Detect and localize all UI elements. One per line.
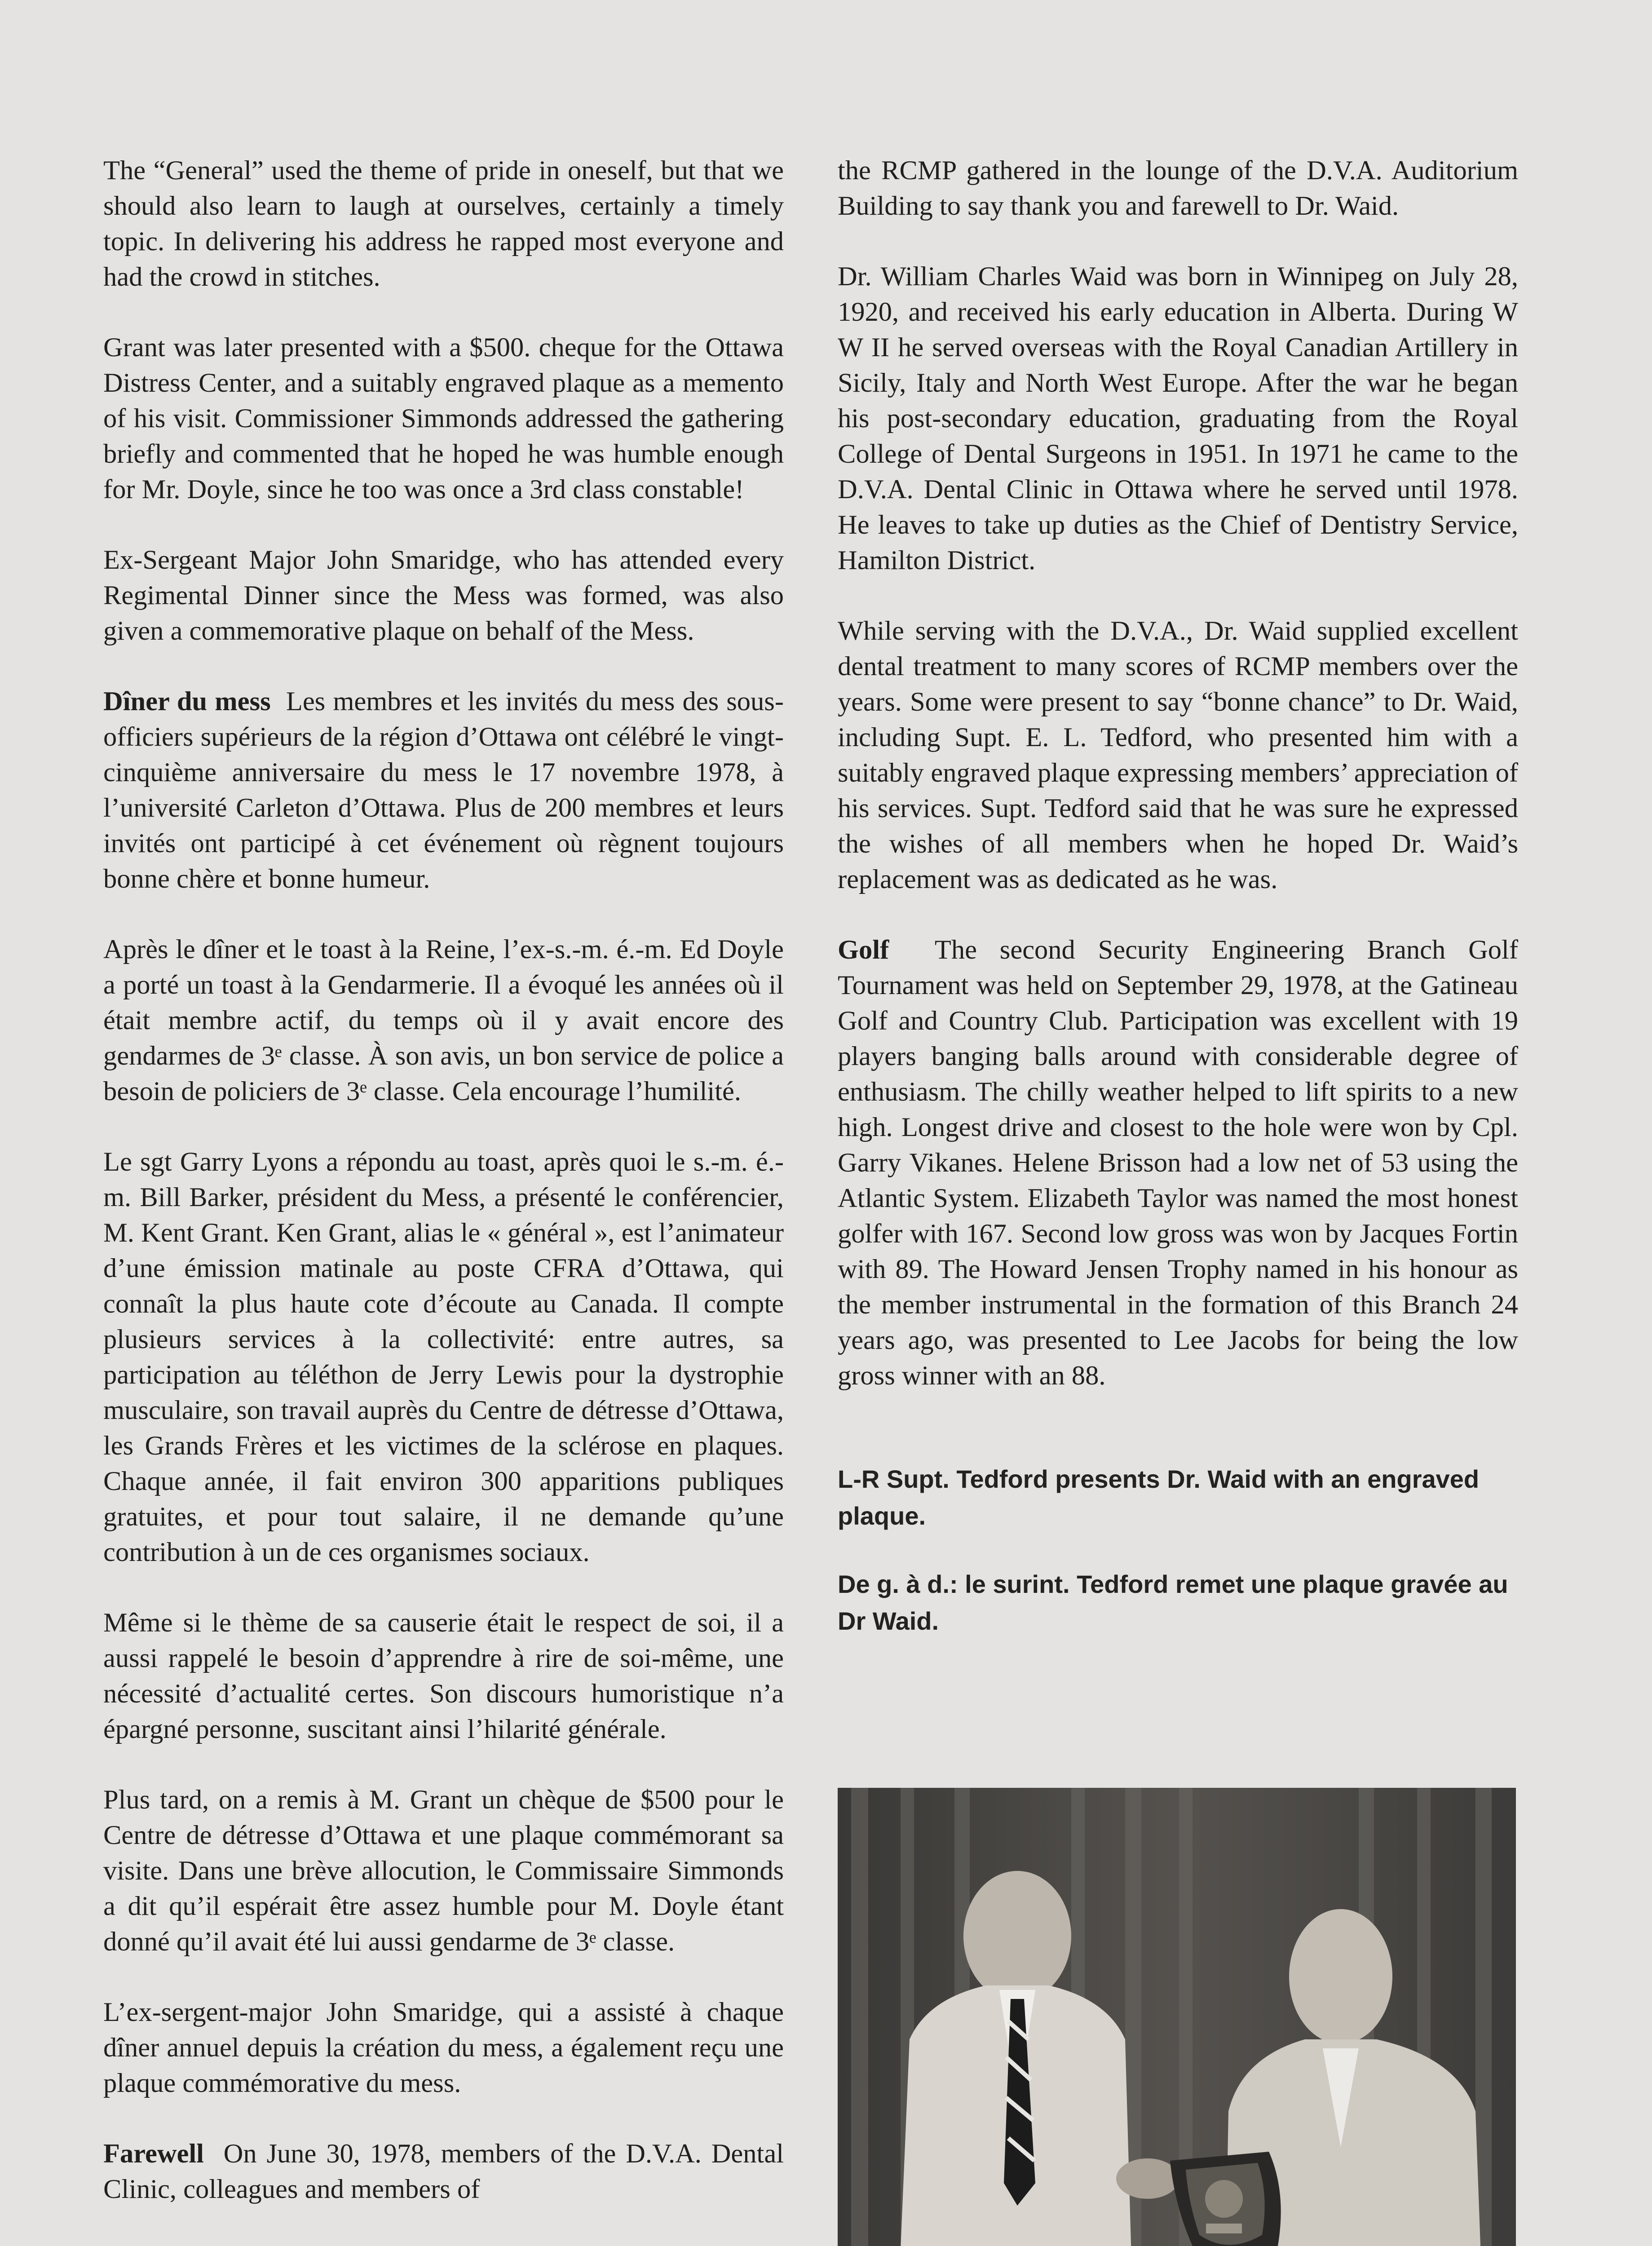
- paragraph: Ex-Sergeant Major John Smaridge, who has attended every Regimental Dinner since the Mess was formed, was also given a commemorative plaque on behalf of the Mess.: [103, 545, 784, 646]
- caption-french: De g. à d.: le surint. Tedford remet une plaque gravée au Dr Waid.: [838, 1570, 1508, 1635]
- paragraph-text: On June 30, 1978, members of the D.V.A. Dental Clinic, colleagues and members of: [103, 2139, 784, 2204]
- paragraph: Même si le thème de sa causerie était le respect de soi, il a aussi rappelé le besoin d’apprendre à rire de soi-même, une nécessité d’actualité certes. Son discours humoristique n’a épargné personne, suscitant ainsi l’hilarité générale.: [103, 1608, 784, 1744]
- right-column: [838, 153, 1518, 1671]
- section-lead: Golf: [838, 935, 889, 965]
- caption-english: L-R Supt. Tedford presents Dr. Waid with an engraved plaque.: [838, 1465, 1480, 1530]
- photo-image: [838, 1788, 1516, 2246]
- paragraph: Plus tard, on a remis à M. Grant un chèque de $500 pour le Centre de détresse d’Ottawa et une plaque commémorant sa visite. Dans une brève allocution, le Commissaire Simmonds a dit qu’il espérait être assez humble pour M. Doyle étant donné qu’il avait été lui aussi gendarme de 3ᵉ classe.: [103, 1785, 784, 1957]
- paragraph: Après le dîner et le toast à la Reine, l’ex-s.-m. é.-m. Ed Doyle a porté un toast à la Gendarmerie. Il a évoqué les années où il était membre actif, du temps où il y avait encore des gendarmes de 3ᵉ classe. À son avis, un bon service de police a besoin de policiers de 3ᵉ classe. Cela encourage l’humilité.: [103, 934, 784, 1106]
- left-column: [103, 153, 784, 2207]
- paragraph-golf: [838, 932, 1518, 1393]
- paragraph: the RCMP gathered in the lounge of the D.V.A. Auditorium Building to say thank you and farewell to Dr. Waid.: [838, 155, 1518, 221]
- paragraph-farewell: [103, 2136, 784, 2207]
- paragraph-text: Les membres et les invités du mess des sous-officiers supérieurs de la région d’Ottawa ont célébré le vingt-cinquième anniversaire du mess le 17 novembre 1978, à l’université Carleton d’Ottawa. Plus de 200 membres et leurs invités ont participé à cet événement où règnent toujours bonne chère et bonne humeur.: [103, 686, 784, 894]
- paragraph: Grant was later presented with a $500. cheque for the Ottawa Distress Center, and a suitably engraved plaque as a memento of his visit. Commissioner Simmonds addressed the gathering briefly and commented that he hoped he was humble enough for Mr. Doyle, since he too was once a 3rd class constable!: [103, 332, 784, 504]
- photo-caption: [838, 1461, 1518, 1640]
- section-lead: Dîner du mess: [103, 686, 271, 716]
- paragraph: Dr. William Charles Waid was born in Winnipeg on July 28, 1920, and received his early education in Alberta. During W W II he served overseas with the Royal Canadian Artillery in Sicily, Italy and North West Europe. After the war he began his post-secondary education, graduating from the Royal College of Dental Surgeons in 1951. In 1971 he came to the D.V.A. Dental Clinic in Ottawa where he served until 1978. He leaves to take up duties as the Chief of Dentistry Service, Hamilton District.: [838, 261, 1518, 575]
- photo-plaque-presentation: [838, 1788, 1516, 2246]
- paragraph: L’ex-sergent-major John Smaridge, qui a assisté à chaque dîner annuel depuis la création du mess, a également reçu une plaque commémorative du mess.: [103, 1997, 784, 2098]
- paragraph-text: The second Security Engineering Branch Golf Tournament was held on September 29, 1978, at the Gatineau Golf and Country Club. Participation was excellent with 19 players banging balls around with considerable degree of enthusiasm. The chilly weather helped to lift spirits to a new high. Longest drive and closest to the hole were won by Cpl. Garry Vikanes. Helene Brisson had a low net of 53 using the Atlantic System. Elizabeth Taylor was named the most honest golfer with 167. Second low gross was won by Jacques Fortin with 89. The Howard Jensen Trophy named in his honour as the member instrumental in the formation of this Branch 24 years ago, was presented to Lee Jacobs for being the low gross winner with an 88.: [838, 935, 1518, 1391]
- paragraph-diner-du-mess: [103, 684, 784, 897]
- section-lead: Farewell: [103, 2139, 204, 2169]
- paragraph: Le sgt Garry Lyons a répondu au toast, après quoi le s.-m. é.-m. Bill Barker, président du Mess, a présenté le conférencier, M. Kent Grant. Ken Grant, alias le « général », est l’animateur d’une émission matinale au poste CFRA d’Ottawa, qui connaît la plus haute cote d’écoute au Canada. Il compte plusieurs services à la collectivité: entre autres, sa participation au téléthon de Jerry Lewis pour la dystrophie musculaire, son travail auprès du Centre de détresse d’Ottawa, les Grands Frères et les victimes de la sclérose en plaques. Chaque année, il fait environ 300 apparitions publiques gratuites, et pour tout salaire, il ne demande qu’une contribution à un de ces organismes sociaux.: [103, 1147, 784, 1567]
- paragraph: The “General” used the theme of pride in oneself, but that we should also learn to laugh at ourselves, certainly a timely topic. In delivering his address he rapped most everyone and had the crowd in stitches.: [103, 155, 784, 292]
- paragraph: While serving with the D.V.A., Dr. Waid supplied excellent dental treatment to many scores of RCMP members over the years. Some were present to say “bonne chance” to Dr. Waid, including Supt. E. L. Tedford, who presented him with a suitably engraved plaque expressing members’ appreciation of his services. Supt. Tedford said that he was sure he expressed the wishes of all members when he hoped Dr. Waid’s replacement was as dedicated as he was.: [838, 616, 1518, 894]
